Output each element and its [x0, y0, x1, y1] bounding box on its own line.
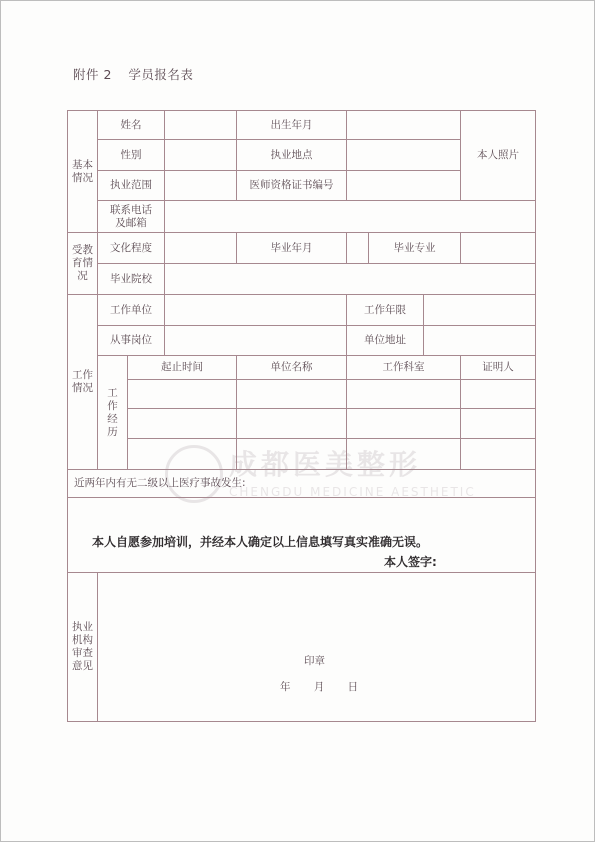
exp-row3-reference[interactable]: [461, 439, 536, 470]
exp-row1-unit[interactable]: [237, 380, 347, 409]
section-education: [68, 233, 98, 295]
exp-row3-unit[interactable]: [237, 439, 347, 470]
label-work-years: 工作年限: [347, 295, 424, 326]
input-unit-address[interactable]: [424, 326, 536, 356]
input-position[interactable]: [165, 326, 347, 356]
input-contact[interactable]: [165, 201, 536, 233]
exp-row2-period[interactable]: [128, 409, 237, 439]
form-title: 学员报名表: [128, 67, 194, 82]
label-work-unit: 工作单位: [98, 295, 165, 326]
input-grad-date[interactable]: [347, 233, 369, 264]
input-gender[interactable]: [165, 140, 237, 171]
exp-row2-reference[interactable]: [461, 409, 536, 439]
col-period: 起止时间: [128, 356, 237, 380]
label-birth: 出生年月: [237, 111, 347, 140]
attachment-label: 附件 2: [73, 67, 112, 82]
label-education-level: 文化程度: [98, 233, 165, 264]
statement-text: 本人自愿参加培训，并经本人确定以上信息填写真实准确无误。: [92, 535, 429, 549]
col-unit-name: 单位名称: [237, 356, 347, 380]
label-grad-date: 毕业年月: [237, 233, 347, 264]
watermark-text-cn: 成都医美整形: [229, 448, 422, 481]
input-work-years[interactable]: [424, 295, 536, 326]
input-birth[interactable]: [347, 111, 461, 140]
accident-note[interactable]: 近两年内有无二级以上医疗事故发生:: [68, 470, 536, 498]
exp-row1-department[interactable]: [347, 380, 461, 409]
exp-row3-period[interactable]: [128, 439, 237, 470]
label-major: 毕业专业: [369, 233, 461, 264]
label-contact: [98, 201, 165, 233]
exp-row2-department[interactable]: [347, 409, 461, 439]
section-review-label: 执业 机构 审查 意见: [72, 621, 93, 672]
label-cert-no: 医师资格证书编号: [237, 171, 347, 201]
label-unit-address: 单位地址: [347, 326, 424, 356]
section-review: [68, 573, 98, 722]
section-work-label: 工作 情况: [72, 369, 93, 394]
input-major[interactable]: [461, 233, 536, 264]
work-experience-text: 工 作 经 历: [107, 386, 118, 438]
review-box: [98, 573, 535, 721]
input-education-level[interactable]: [165, 233, 237, 264]
statement-box: [68, 498, 535, 572]
input-practice-scope[interactable]: [165, 171, 237, 201]
statement-cell: [68, 498, 536, 573]
photo-box[interactable]: [461, 111, 536, 201]
seal-label: 印章: [304, 655, 325, 667]
label-practice-scope: 执业范围: [98, 171, 165, 201]
section-work: [68, 295, 98, 470]
col-reference: 证明人: [461, 356, 536, 380]
signature-label[interactable]: 本人签字:: [384, 555, 437, 569]
exp-row2-unit[interactable]: [237, 409, 347, 439]
exp-row1-period[interactable]: [128, 380, 237, 409]
label-name: 姓名: [98, 111, 165, 140]
section-basic-info: [68, 111, 98, 233]
contact-label-text: 联系电话 及邮箱: [110, 203, 152, 229]
label-position: 从事岗位: [98, 326, 165, 356]
watermark-text-en: CHENGDU MEDICINE AESTHETIC: [229, 485, 476, 499]
label-school: 毕业院校: [98, 264, 165, 295]
form-heading: [73, 65, 205, 83]
registration-table: [67, 110, 536, 722]
photo-label: 本人照片: [477, 149, 520, 161]
input-cert-no[interactable]: [347, 171, 461, 201]
review-cell[interactable]: [98, 573, 536, 722]
label-work-experience: [98, 356, 128, 470]
exp-row1-reference[interactable]: [461, 380, 536, 409]
exp-row3-department[interactable]: [347, 439, 461, 470]
label-gender: 性别: [98, 140, 165, 171]
section-education-label: 受教 育情 况: [72, 244, 93, 282]
section-basic-label: 基本 情况: [72, 158, 93, 184]
input-name[interactable]: [165, 111, 237, 140]
label-practice-place: 执业地点: [237, 140, 347, 171]
input-practice-place[interactable]: [347, 140, 461, 171]
col-department: 工作科室: [347, 356, 461, 380]
review-date: 年 月 日: [280, 681, 359, 693]
input-work-unit[interactable]: [165, 295, 347, 326]
input-school[interactable]: [165, 264, 536, 295]
